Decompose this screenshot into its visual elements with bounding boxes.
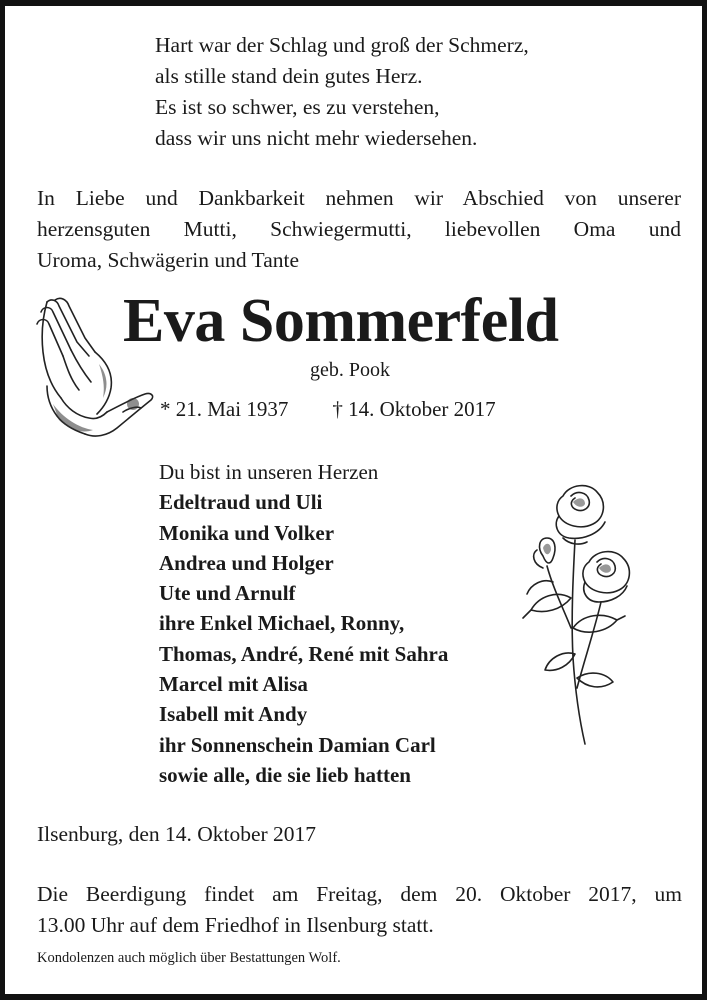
mourner-line: Ute und Arnulf: [159, 581, 296, 606]
mourners-list: [159, 457, 448, 790]
mourner-line: Andrea und Holger: [159, 550, 334, 575]
condolences-note: Kondolenzen auch möglich über Bestattungen Wolf.: [37, 950, 341, 966]
place-date: Ilsenburg, den 14. Oktober 2017: [37, 822, 317, 846]
poem-line: als stille stand dein gutes Herz.: [155, 64, 423, 88]
mourner-line: Edeltraud und Uli: [159, 490, 323, 515]
death-date: † 14. Oktober 2017: [332, 397, 496, 421]
mourners-intro: Du bist in unseren Herzen: [159, 460, 379, 484]
mourner-line: Isabell mit Andy: [159, 702, 308, 727]
funeral-line: Die Beerdigung findet am Freitag, dem 20. Oktober 2017, um: [37, 882, 682, 906]
deceased-name: Eva Sommerfeld: [123, 287, 559, 355]
mourner-line: Marcel mit Alisa: [159, 672, 308, 697]
intro-line: In Liebe und Dankbarkeit nehmen wir Abschied von unserer: [37, 186, 681, 210]
poem-line: Hart war der Schlag und groß der Schmerz,: [155, 33, 529, 57]
poem-line: dass wir uns nicht mehr wiedersehen.: [155, 126, 478, 150]
mourner-line: Thomas, André, René mit Sahra: [159, 641, 449, 666]
mourner-line: Monika und Volker: [159, 520, 335, 545]
intro-line: herzensguten Mutti, Schwiegermutti, liebevollen Oma und: [37, 217, 681, 241]
mourner-line: ihre Enkel Michael, Ronny,: [159, 611, 405, 636]
mourner-line: ihr Sonnenschein Damian Carl: [159, 732, 436, 757]
mourner-line: sowie alle, die sie lieb hatten: [159, 762, 411, 787]
life-dates: [160, 397, 496, 422]
rose-icon: [513, 478, 643, 748]
funeral-line: 13.00 Uhr auf dem Friedhof in Ilsenburg statt.: [37, 913, 434, 937]
birth-date: * 21. Mai 1937: [160, 397, 289, 421]
poem-line: Es ist so schwer, es zu verstehen,: [155, 95, 440, 119]
poem: [155, 30, 529, 154]
birth-name: geb. Pook: [310, 359, 390, 381]
farewell-intro: [37, 183, 681, 276]
intro-line: Uroma, Schwägerin und Tante: [37, 248, 299, 272]
funeral-info: [37, 879, 682, 941]
